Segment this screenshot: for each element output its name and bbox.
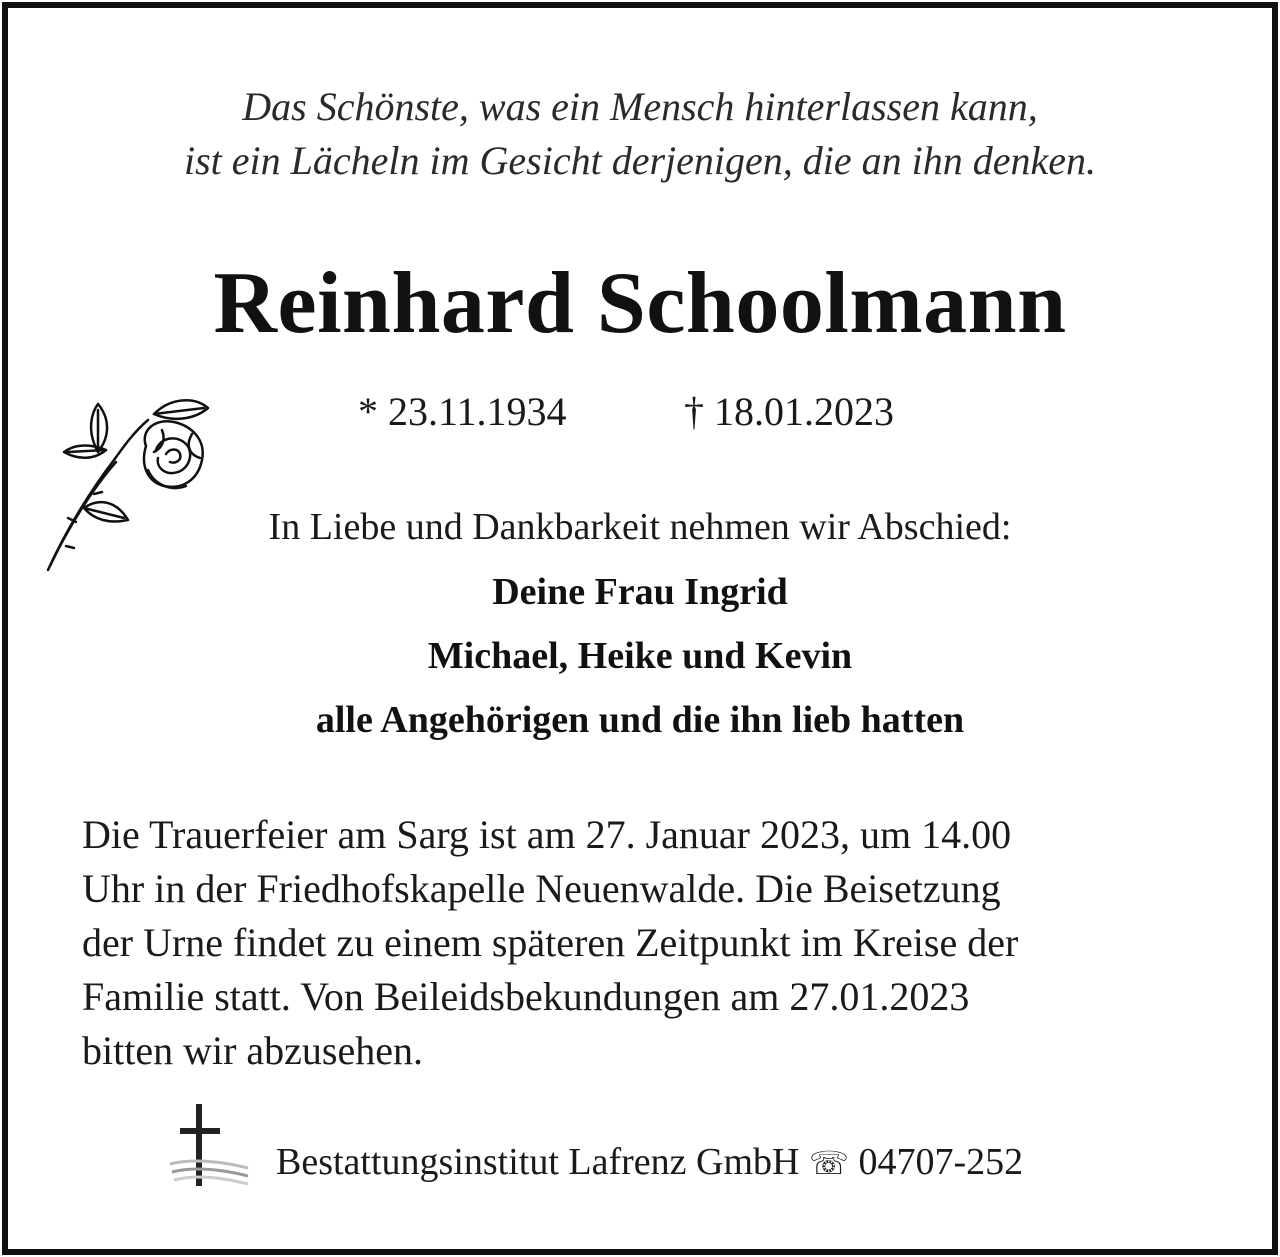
notice-line: Uhr in der Friedhofskapelle Neuenwalde. Die Beisetzung — [82, 866, 1001, 911]
birth-date: * 23.11.1934 — [358, 389, 567, 434]
farewell-intro: In Liebe und Dankbarkeit nehmen wir Abschied: — [268, 506, 1012, 548]
cross-logo-icon — [168, 1102, 250, 1190]
notice-line: Familie statt. Von Beileidsbekundungen am 27.01.2023 — [82, 974, 970, 1019]
family-member: Michael, Heike und Kevin — [427, 635, 853, 677]
family-list — [8, 560, 1272, 752]
phone-icon: ☏ — [808, 1144, 849, 1182]
obituary-frame — [2, 2, 1278, 1255]
opening-quote — [8, 80, 1272, 188]
notice-line: bitten wir abzusehen. — [82, 1028, 423, 1073]
family-member: alle Angehörigen und die ihn lieb hatten — [315, 699, 965, 741]
funeral-home-line — [276, 1140, 1023, 1185]
quote-line-1: Das Schönste, was ein Mensch hinterlassen kann, — [242, 84, 1038, 129]
death-date: † 18.01.2023 — [684, 389, 894, 434]
deceased-name: Reinhard Schoolmann — [213, 255, 1067, 352]
notice-line: der Urne findet zu einem späteren Zeitpunkt im Kreise der — [82, 920, 1019, 965]
family-member: Deine Frau Ingrid — [492, 571, 788, 613]
funeral-notice — [82, 808, 1018, 1078]
quote-line-2: ist ein Lächeln im Gesicht derjenigen, die an ihn denken. — [183, 138, 1096, 183]
phone-number: 04707-252 — [858, 1141, 1024, 1183]
funeral-home-name: Bestattungsinstitut Lafrenz GmbH — [276, 1141, 800, 1183]
notice-line: Die Trauerfeier am Sarg ist am 27. Januar 2023, um 14.00 — [82, 812, 1012, 857]
